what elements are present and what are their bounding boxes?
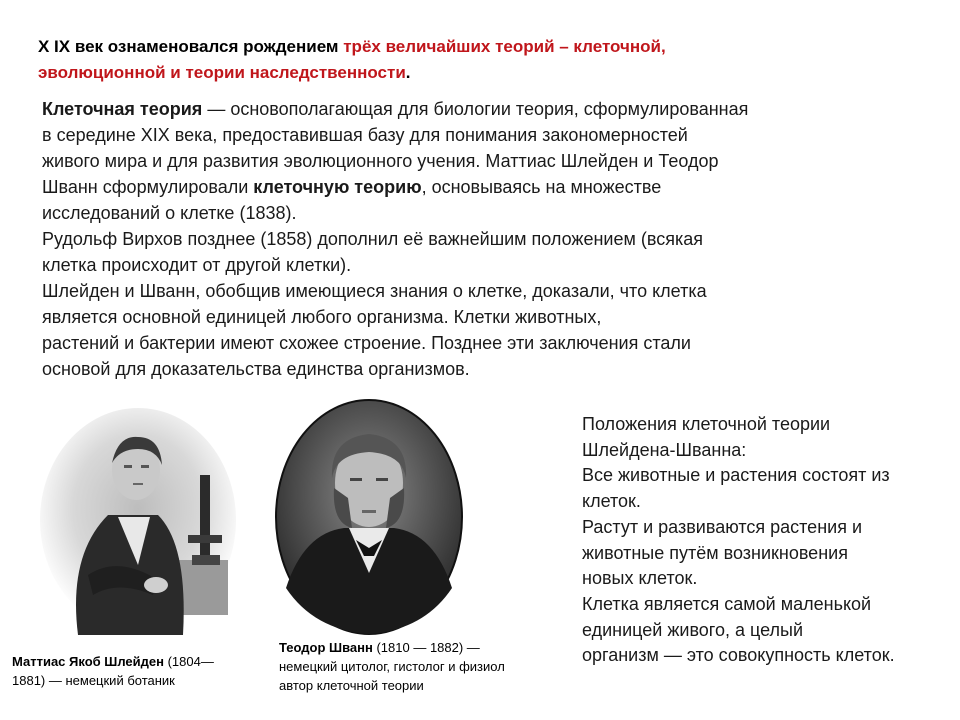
schwann-name: Теодор Шванн <box>279 640 373 655</box>
cell-theory-paragraph <box>42 96 922 382</box>
cell-theory-term: Клеточная теория <box>42 99 203 119</box>
principle-line: Шлейдена-Шванна: <box>582 439 747 460</box>
schwann-portrait <box>274 398 464 636</box>
text-line: Шлейден и Шванн, обобщив имеющиеся знания о клетке, доказали, что клетка <box>42 281 707 301</box>
schleiden-caption: Маттиас Якоб Шлейден (1804— 1881) — немецкий ботаник <box>12 654 214 688</box>
text-line: растений и бактерии имеют схожее строение. Позднее эти заключения стали <box>42 333 691 353</box>
text-line: клетка происходит от другой клетки). <box>42 255 352 275</box>
principle-line: Все животные и растения состоят из <box>582 465 890 486</box>
principle-line: Клетка является самой маленькой <box>582 593 872 614</box>
heading-highlight-1: трёх величайших теорий – клеточной, <box>343 37 666 56</box>
heading-highlight-2: эволюционной и теории наследственности <box>38 63 406 82</box>
schleiden-portrait <box>38 405 238 645</box>
text-line: Шванн сформулировали клеточную теорию, основываясь на множестве <box>42 177 662 197</box>
text-line: Клеточная теория — основополагающая для биологии теория, сформулированная <box>42 99 749 119</box>
text-line: живого мира и для развития эволюционного учения. Маттиас Шлейден и Теодор <box>42 151 719 171</box>
schwann-caption: Теодор Шванн (1810 — 1882) — немецкий цитолог, гистолог и физиол автор клеточной теории <box>279 640 505 693</box>
principle-line: клеток. <box>582 491 641 512</box>
text-line: исследований о клетке (1838). <box>42 203 297 223</box>
text-line: основой для доказательства единства организмов. <box>42 359 470 379</box>
principle-line: единицей живого, а целый <box>582 619 804 640</box>
text-line: является основной единицей любого организма. Клетки животных, <box>42 307 602 327</box>
principle-line: новых клеток. <box>582 568 698 589</box>
slide-heading <box>38 34 938 86</box>
cell-theory-principles <box>582 412 960 669</box>
principle-line: организм — это совокупность клеток. <box>582 645 895 666</box>
principle-line: Растут и развиваются растения и <box>582 516 862 537</box>
cell-theory-term-inline: клеточную теорию <box>253 177 422 197</box>
schleiden-name: Маттиас Якоб Шлейден <box>12 654 164 669</box>
principle-line: животные путём возникновения <box>582 542 848 563</box>
text-line: Рудольф Вирхов позднее (1858) дополнил её важнейшим положением (всякая <box>42 229 703 249</box>
text-line: в середине XIX века, предоставившая базу для понимания закономерностей <box>42 125 688 145</box>
heading-line-1: Х IX век ознаменовался рождением трёх величайших теорий – клеточной, <box>38 37 666 56</box>
principle-line: Положения клеточной теории <box>582 414 831 434</box>
heading-line-2: эволюционной и теории наследственности. <box>38 63 411 82</box>
